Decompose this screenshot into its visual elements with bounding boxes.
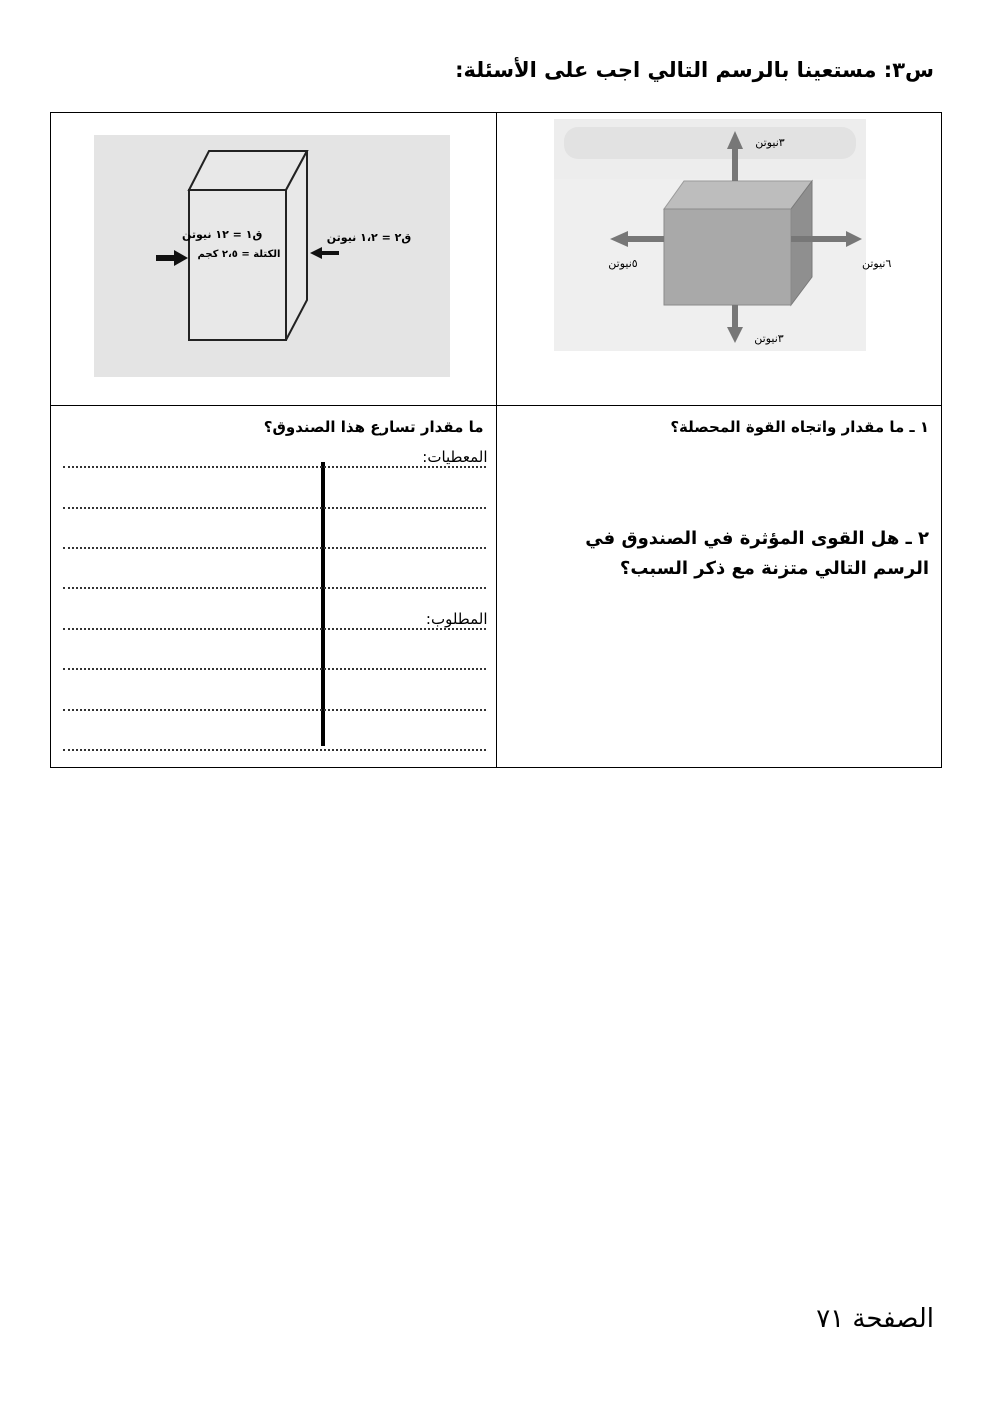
question-title: س٣: مستعينا بالرسم التالي اجب على الأسئلة: <box>455 58 934 82</box>
acceleration-answer-cell <box>51 406 497 768</box>
right-force-label: ٦نيوتن <box>861 257 891 270</box>
required-label: المطلوب: <box>425 610 488 628</box>
page-number: الصفحة ٧١ <box>816 1304 934 1334</box>
answer-line[interactable] <box>63 735 486 751</box>
answer-line[interactable] <box>63 654 486 670</box>
question-table <box>50 112 942 768</box>
down-force-label: ٣نيوتن <box>753 332 784 345</box>
force1-label: ق١ = ١٢ نيوتن <box>182 228 263 241</box>
left-force-label: ٥نيوتن <box>607 257 638 270</box>
answer-line[interactable] <box>63 493 486 509</box>
answer-line[interactable] <box>63 614 486 630</box>
force2-label: ق٢ = ١،٢ نيوتن <box>326 231 412 244</box>
box-forces-figure <box>554 119 891 351</box>
right-figure-cell <box>496 113 942 406</box>
answer-line[interactable] <box>63 573 486 589</box>
acceleration-question: ما مقدار تسارع هذا الصندوق؟ <box>263 418 484 436</box>
answer-line[interactable] <box>63 695 486 711</box>
question-2: ٢ ـ هل القوى المؤثرة في الصندوق في الرسم التالي متزنة مع ذكر السبب؟ <box>585 528 929 579</box>
box-mass-figure <box>94 135 450 377</box>
up-force-label: ٣نيوتن <box>754 136 785 149</box>
given-label: المعطيات: <box>422 448 488 466</box>
mass-label: الكتلة = ٢،٥ كجم <box>197 249 281 260</box>
question-1: ١ ـ ما مقدار واتجاه القوة المحصلة؟ <box>670 418 929 436</box>
left-figure-cell <box>51 113 497 406</box>
questions-cell <box>496 406 942 768</box>
answer-line[interactable] <box>63 533 486 549</box>
